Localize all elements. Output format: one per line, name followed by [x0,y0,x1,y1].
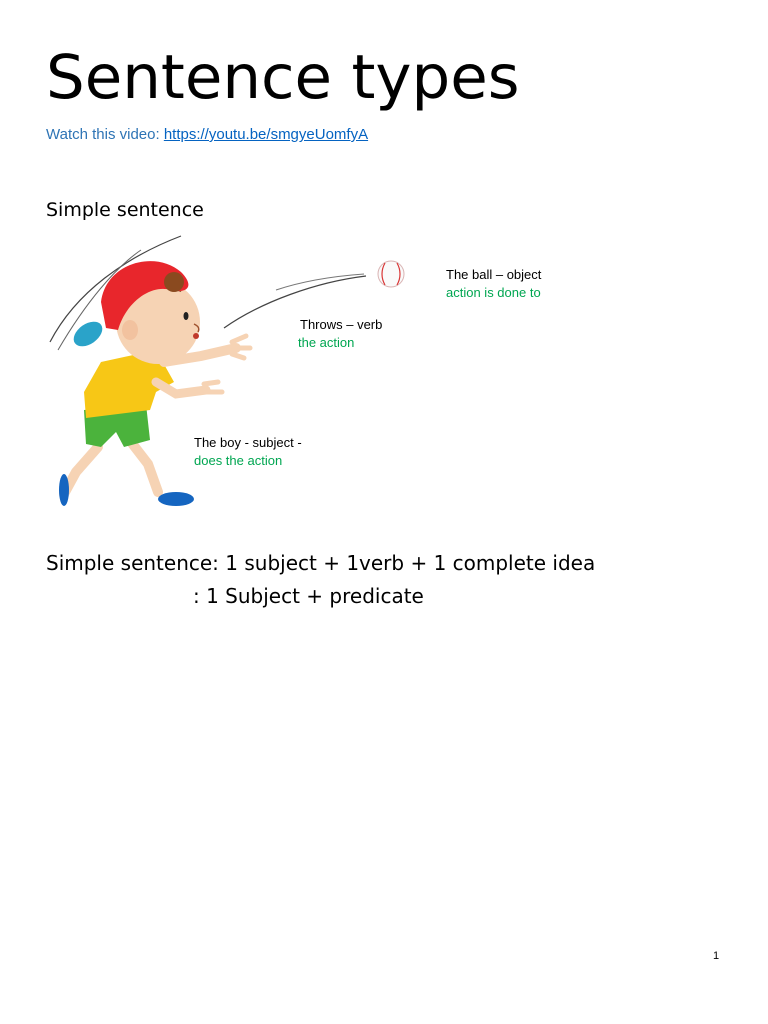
video-reference [46,125,368,145]
formula-line-2: : 1 Subject + predicate [193,584,424,608]
boy-throwing-ball-image [46,232,406,512]
section-heading: Simple sentence [46,199,204,221]
boy-annotation [194,434,302,470]
video-link[interactable]: https://youtu.be/smgyeUomfyA [163,126,369,143]
ball-note: action is done to [446,285,541,300]
throws-annotation [298,316,382,352]
throws-label: Throws – verb [300,317,383,332]
baseball-icon [378,261,404,287]
throws-note: the action [298,335,355,350]
boy-label: The boy - subject - [194,435,302,450]
page-number: 1 [713,950,720,962]
ball-annotation [446,266,541,302]
boy-throwing-ball-illustration [46,232,406,512]
boy-note: does the action [194,453,283,468]
ball-label: The ball – object [446,267,542,282]
formula-line-1: Simple sentence: 1 subject + 1verb + 1 complete idea [46,551,596,575]
page-title: Sentence types [46,42,520,113]
video-prefix: Watch this video: [46,126,164,143]
